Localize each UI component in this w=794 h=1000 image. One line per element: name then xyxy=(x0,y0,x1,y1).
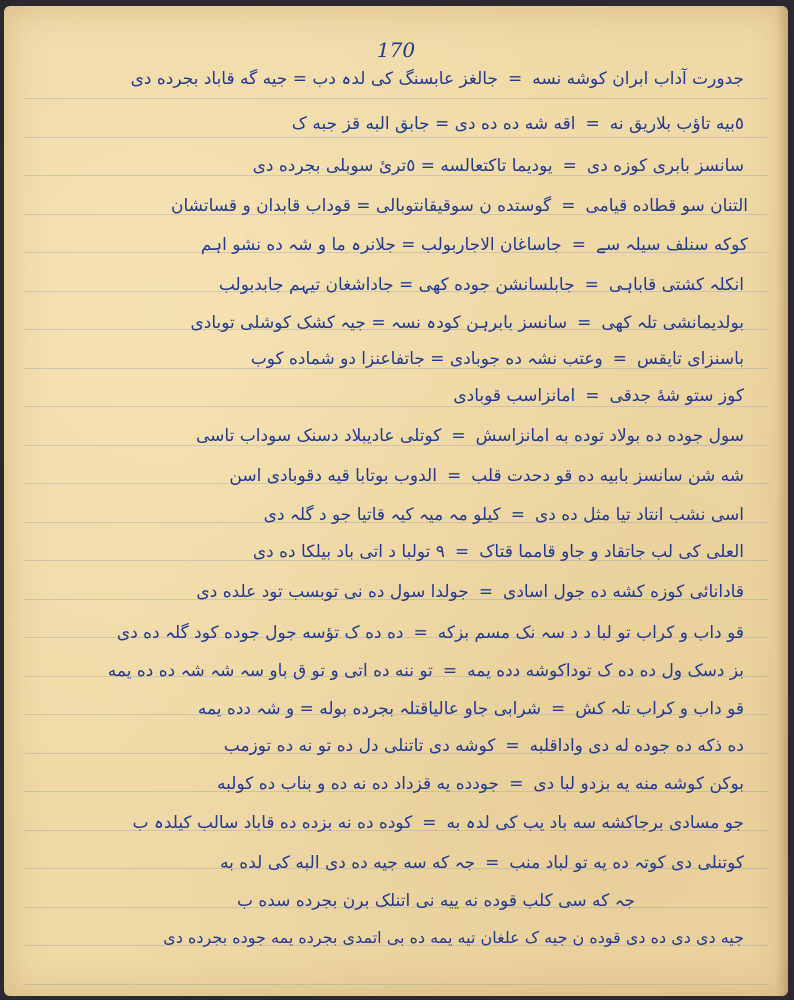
page-number: 170 xyxy=(376,38,416,62)
text-line: بز دسک ول ده ده ک توداکوشه دده یمه=تو ننه ده اتی و تو ق باو سہ شہ شہ ده ده یمه xyxy=(107,661,744,681)
line-right-part: اسی نشب انتاد تیا مثل ده دی xyxy=(535,505,744,525)
text-line: قو داب و کراب تو لبا د د سہ نک مسم بزکه=ده ده ک تؤسه جول جوده کود گلہ ده دی xyxy=(116,623,744,643)
line-left-part: ده ده ک تؤسه جول جوده کود گلہ ده دی xyxy=(116,623,404,643)
text-line: کوکه سنلف سیلہ سے=جاساغان الاجاربولب = جلانرہ ما و شہ ده نشو اہم xyxy=(200,235,748,255)
line-left-part: گوستده ن سوقیقانتوبالی = قوداب قابدان و قساتشان xyxy=(171,196,552,216)
line-left-part: جاساغان الاجاربولب = جلانرہ ما و شہ ده نشو اہم xyxy=(200,235,562,255)
line-left-part: شرابی جاو عالیاقتلہ بجرده بوله = و شہ دده یمه xyxy=(197,699,542,719)
ruled-line xyxy=(24,137,768,138)
text-line: قو داب و کراب تلہ کش=شرابی جاو عالیاقتلہ بجرده بوله = و شہ دده یمه xyxy=(197,699,744,719)
text-line: انکلہ کشتی قاباہی=جابلسانشن جوده کهی = جاداشغان تیہم جابدبولب xyxy=(218,275,744,295)
line-right-part: کوکه سنلف سیلہ سے xyxy=(595,235,748,255)
text-line: سول جوده ده بولاد توده به امانزاسش=کوتلی عادیبلاد دسنک سوداب تاسی xyxy=(196,426,744,446)
line-left-part: امانزاسب قوبادی xyxy=(453,386,576,406)
line-right-part: شه شن سانسز بابیه ده قو دحدت قلب xyxy=(471,466,744,486)
line-left-part: جولدا سول ده نی توبسب تود علده دی xyxy=(196,582,469,602)
text-line: کوتنلی دی کوتہ ده یه تو لباد منب=جہ که سه جیه ده دی البه کی لده به xyxy=(220,853,744,873)
line-right-part: التنان سو قطاده قیامی xyxy=(585,196,748,216)
text-line: جو مسادی برجاکشه سه باد یب کی لدہ به=کوده ده نه بزده ده قاباد سالب کیلدہ ب xyxy=(132,813,744,833)
text-line: قادانائی کوزه کشه ده جول اسادی=جولدا سول ده نی توبسب تود علده دی xyxy=(196,582,744,602)
text-line: کوز ستو شهٔ جدقی=امانزاسب قوبادی xyxy=(453,386,744,406)
line-right-part: ٥بیه تاؤب بلاریق نه xyxy=(609,114,744,134)
line-left-part: جابلسانشن جوده کهی = جاداشغان تیہم جابدبولب xyxy=(218,275,575,295)
line-left-part: جہ که سه جیه ده دی البه کی لده به xyxy=(220,853,476,873)
text-line: ٥بیه تاؤب بلاریق نه=اقه شه ده ده دی = جابق البه قز جبه ک xyxy=(291,114,744,134)
text-line: العلی کی لب جاتقاد و جاو قامما قتاک=٩ تولبا د اتی باد بیلکا ده دی xyxy=(252,542,744,562)
line-right-part: بز دسک ول ده ده ک توداکوشه دده یمه xyxy=(467,661,744,681)
line-left-part: وعتب نشہ ده جوبادی = جاتفاعنزا دو شماده کوب xyxy=(250,349,603,369)
ruled-line xyxy=(24,406,768,407)
line-left-part: جودده یه قزداد ده نه ده و بناب ده کولبه xyxy=(217,774,500,794)
text-line: ده ذکه ده جوده له دی واداقلبه=کوشه دی تاتنلی دل ده تو نه ده توزمب xyxy=(223,736,744,756)
line-right-part: ده ذکه ده جوده له دی واداقلبه xyxy=(529,736,744,756)
page-edge-shadow xyxy=(776,6,788,996)
text-line: بولدیمانشی تلہ کهی=سانسز بابرہن کودہ نسہ = جیہ کشک کوشلی توبادی xyxy=(190,313,744,333)
line-left-part: کیلو مہ میہ کیہ قاتیا جو د گلہ دی xyxy=(263,505,501,525)
text-line: اسی نشب انتاد تیا مثل ده دی=کیلو مہ میہ کیہ قاتیا جو د گلہ دی xyxy=(263,505,744,525)
line-left-part: ٩ تولبا د اتی باد بیلکا ده دی xyxy=(252,542,445,562)
line-right-part: باسنزای تایقس xyxy=(636,349,744,369)
text-line: سانسز بابری کوزه دی=یودیما تاکتعالسه = ٥ترئ سوبلی بجرده دی xyxy=(252,156,744,176)
line-right-part: سانسز بابری کوزه دی xyxy=(586,156,744,176)
line-right-part: کوز ستو شهٔ جدقی xyxy=(609,386,744,406)
line-right-part: بولدیمانشی تلہ کهی xyxy=(601,313,744,333)
line-left-part: تو ننه ده اتی و تو ق باو سہ شہ شہ ده ده یمه xyxy=(107,661,433,681)
line-right-part: جدورت آداب ابران کوشه نسه xyxy=(532,69,744,89)
text-line: جدورت آداب ابران کوشه نسه=جالغز عابسنگ کی لدہ دب = جیه گه قاباد بجرده دی xyxy=(130,69,744,89)
line-right-part: العلی کی لب جاتقاد و جاو قامما قتاک xyxy=(479,542,744,562)
line-left-part: کوده ده نه بزده ده قاباد سالب کیلدہ ب xyxy=(132,813,413,833)
line-right-part: بوکن کوشه منه یه بزدو لبا دی xyxy=(533,774,744,794)
notebook-page xyxy=(4,6,788,996)
text-line: بوکن کوشه منه یه بزدو لبا دی=جودده یه قزداد ده نه ده و بناب ده کولبه xyxy=(217,774,744,794)
line-right-part: قو داب و کراب تو لبا د د سہ نک مسم بزکه xyxy=(437,623,744,643)
line-right-part: قادانائی کوزه کشه ده جول اسادی xyxy=(503,582,744,602)
line-text: جہ که سی کلب قوده نه ییه نی اتنلک برن بجرده سده ب xyxy=(236,891,636,911)
text-line xyxy=(64,928,744,947)
line-left-part: سانسز بابرہن کودہ نسہ = جیہ کشک کوشلی توبادی xyxy=(190,313,568,333)
text-line: التنان سو قطاده قیامی=گوستده ن سوقیقانتوبالی = قوداب قابدان و قساتشان xyxy=(171,196,748,216)
text-line: باسنزای تایقس=وعتب نشہ ده جوبادی = جاتفاعنزا دو شماده کوب xyxy=(250,349,744,369)
line-right-part: انکلہ کشتی قاباہی xyxy=(608,275,744,295)
line-left-part: کوتلی عادیبلاد دسنک سوداب تاسی xyxy=(196,426,442,446)
line-left-part: جالغز عابسنگ کی لدہ دب = جیه گه قاباد بجرده دی xyxy=(130,69,498,89)
line-right-part: سول جوده ده بولاد توده به امانزاسش xyxy=(475,426,744,446)
line-right-part: کوتنلی دی کوتہ ده یه تو لباد منب xyxy=(509,853,744,873)
text-line: شه شن سانسز بابیه ده قو دحدت قلب=الدوب بوتابا قیه دقوبادی اسن xyxy=(229,466,744,486)
line-left-part: اقه شه ده ده دی = جابق البه قز جبه ک xyxy=(291,114,576,134)
ruled-line xyxy=(24,98,768,99)
text-line xyxy=(224,890,648,911)
line-text: جیه دی دی ده دی قوده ن جیه ک علغان تیه یمه ده بی اتمدی بجرده یمه جوده بجرده دی xyxy=(163,928,744,947)
line-left-part: کوشه دی تاتنلی دل ده تو نه ده توزمب xyxy=(223,736,496,756)
line-right-part: قو داب و کراب تلہ کش xyxy=(575,699,744,719)
line-left-part: یودیما تاکتعالسه = ٥ترئ سوبلی بجرده دی xyxy=(252,156,553,176)
line-left-part: الدوب بوتابا قیه دقوبادی اسن xyxy=(229,466,437,486)
ruled-line xyxy=(24,984,768,985)
line-right-part: جو مسادی برجاکشه سه باد یب کی لدہ به xyxy=(446,813,744,833)
